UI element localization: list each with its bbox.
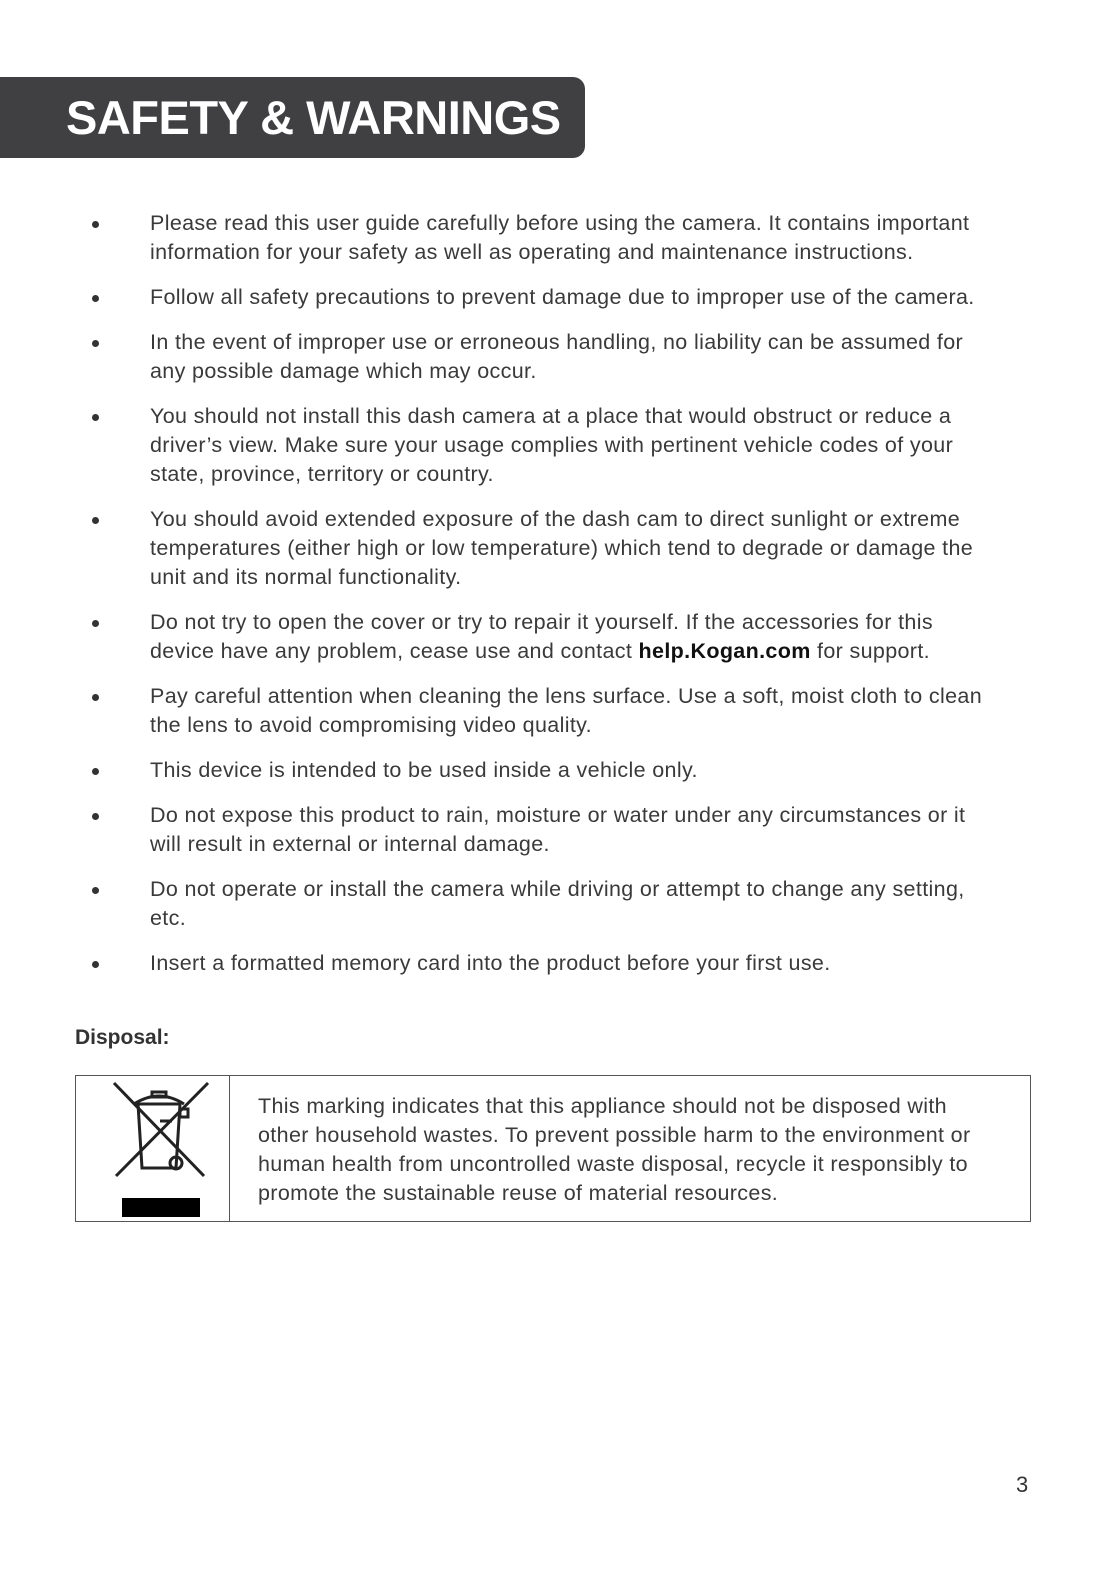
bullet-text-line: You should avoid extended exposure of the dash cam to direct sunlight or extreme [150, 507, 961, 531]
bullet-item [0, 209, 1119, 267]
bullet-text-line: Do not operate or install the camera while driving or attempt to change any setting, [150, 877, 965, 901]
bullet-dot-icon [92, 887, 99, 894]
bullet-text-line: driver’s view. Make sure your usage complies with pertinent vehicle codes of your [150, 433, 954, 457]
bullet-text-line: Do not expose this product to rain, moisture or water under any circumstances or it [150, 803, 966, 827]
bullet-item [0, 756, 1119, 785]
bullet-text-line: any possible damage which may occur. [150, 359, 537, 383]
section-header [0, 77, 585, 158]
bullet-item [0, 875, 1119, 933]
bullet-text-line: the lens to avoid compromising video quality. [150, 713, 592, 737]
disposal-heading: Disposal: [75, 1026, 170, 1049]
disposal-icon-cell [76, 1076, 230, 1221]
disposal-table [75, 1075, 1031, 1222]
bullet-item [0, 283, 1119, 312]
bullet-text-line: You should not install this dash camera at a place that would obstruct or reduce a [150, 404, 952, 428]
bullet-text-line: Please read this user guide carefully before using the camera. It contains important [150, 211, 970, 235]
bullet-text-line: temperatures (either high or low temperature) which tend to degrade or damage the [150, 536, 974, 560]
text: for support. [810, 639, 930, 663]
bullet-item [0, 949, 1119, 978]
bullet-dot-icon [92, 961, 99, 968]
bullet-dot-icon [92, 694, 99, 701]
bullet-item [0, 801, 1119, 859]
bullet-dot-icon [92, 768, 99, 775]
bullet-item [0, 682, 1119, 740]
bullet-text-line: state, province, territory or country. [150, 462, 494, 486]
bullet-item [0, 402, 1119, 489]
page-number: 3 [1016, 1472, 1029, 1497]
bullet-text-line: Follow all safety precautions to prevent damage due to improper use of the camera. [150, 285, 975, 309]
bullet-text-line: Insert a formatted memory card into the product before your first use. [150, 951, 831, 975]
bullet-text-line: etc. [150, 906, 187, 930]
bullet-dot-icon [92, 813, 99, 820]
bullet-dot-icon [92, 620, 99, 627]
bullet-text-line: information for your safety as well as operating and maintenance instructions. [150, 240, 914, 264]
bullet-dot-icon [92, 295, 99, 302]
bullet-text-line: will result in external or internal damage. [150, 832, 550, 856]
bullet-dot-icon [92, 414, 99, 421]
text: device have any problem, cease use and contact [150, 639, 639, 663]
bullet-item [0, 328, 1119, 386]
bullet-item [0, 505, 1119, 592]
disposal-text-line: promote the sustainable reuse of material resources. [258, 1181, 779, 1205]
bullet-dot-icon [92, 340, 99, 347]
bullet-dot-icon [92, 221, 99, 228]
page-title: SAFETY & WARNINGS [66, 91, 561, 144]
bullet-text-line: This device is intended to be used inside a vehicle only. [150, 758, 698, 782]
bullet-item [0, 608, 1119, 666]
safety-bullet-list [0, 209, 1119, 994]
disposal-text [258, 1092, 971, 1208]
bullet-text-line: unit and its normal functionality. [150, 565, 462, 589]
bullet-text-line: In the event of improper use or erroneous handling, no liability can be assumed for [150, 330, 964, 354]
disposal-text-line: human health from uncontrolled waste disposal, recycle it responsibly to [258, 1152, 968, 1176]
crossed-out-wheelie-bin-icon [76, 1076, 229, 1221]
bullet-text-line: Pay careful attention when cleaning the lens surface. Use a soft, moist cloth to clean [150, 684, 983, 708]
bullet-text-line [150, 637, 1119, 666]
disposal-text-line: This marking indicates that this appliance should not be disposed with [258, 1094, 947, 1118]
bullet-text-line: Do not try to open the cover or try to repair it yourself. If the accessories for this [150, 610, 933, 634]
disposal-text-line: other household wastes. To prevent possible harm to the environment or [258, 1123, 971, 1147]
support-link[interactable]: help.Kogan.com [638, 639, 811, 663]
bullet-dot-icon [92, 517, 99, 524]
